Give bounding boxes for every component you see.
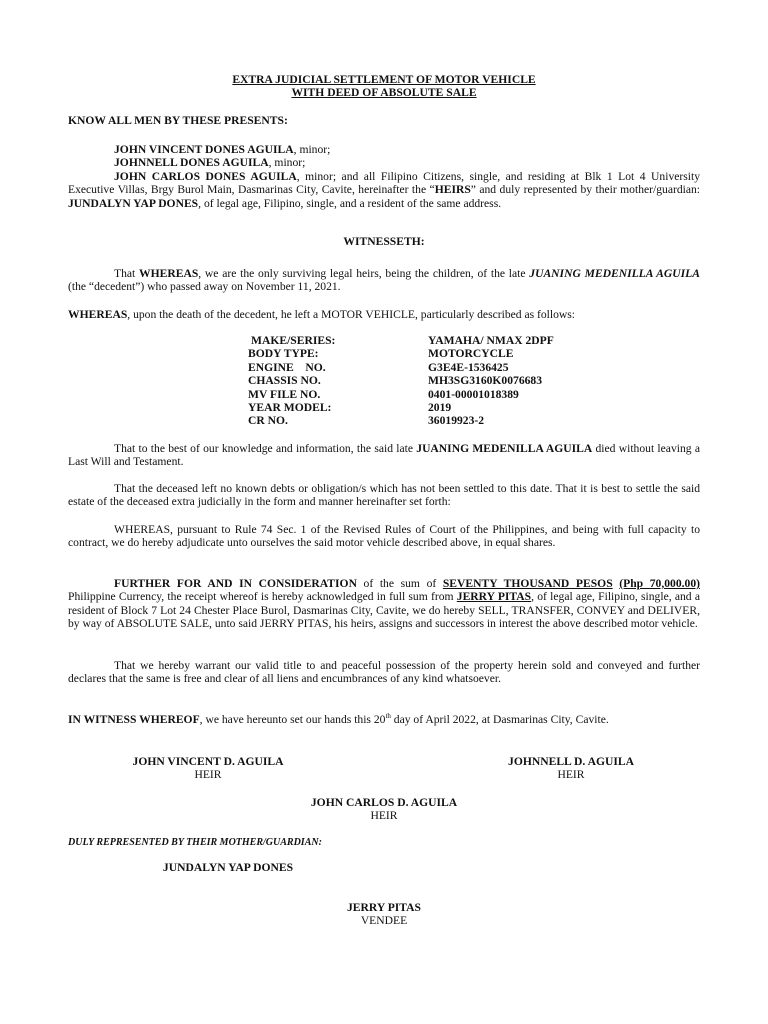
heirs-section [68,143,700,210]
spec-key: ENGINE NO. [248,360,326,374]
document-page [68,0,700,1024]
amount-number: (Php 70,000.00) [619,577,700,590]
spec-value: MOTORCYCLE [428,347,514,361]
heir-1-name: JOHN VINCENT DONES AGUILA [114,143,294,156]
paragraph-adjudication: WHEREAS, pursuant to Rule 74 Sec. 1 of the Revised Rules of Court of the Philippines, and being with full capacity to contract, we do hereby adjudicate unto ourselves the said motor vehicle described above, in equal shares. [68,523,700,550]
spec-row [248,374,554,387]
spec-key: BODY TYPE: [248,347,319,361]
heir-3: JOHN CARLOS DONES AGUILA, minor; and all Filipino Citizens, single, and residing at Blk 1 Lot 4 University Executive Villas, Brgy Burol Main, Dasmarinas City, Cavite, hereinafter the “HEIRS” and duly represented by their mother/guardian: JUNDALYN YAP DONES, of legal age, Filipino, single, and a resident of the same address. [68,169,701,210]
represented-by-label: DULY REPRESENTED BY THEIR MOTHER/GUARDIAN: [68,837,322,848]
spec-key: MV FILE NO. [248,387,321,401]
paragraph-witness: IN WITNESS WHEREOF, we have hereunto set our hands this 20th day of April 2022, at Dasmarinas City, Cavite. [68,712,609,726]
paragraph-no-will: That to the best of our knowledge and information, the said late JUANING MEDENILLA AGUILA died without leaving a Last Will and Testament. [68,442,700,469]
paragraph-sale: FURTHER FOR AND IN CONSIDERATION of the sum of SEVENTY THOUSAND PESOS (Php 70,000.00) Philippine Currency, the receipt whereof is hereby acknowledged in full sum from JERRY PITAS, of legal age, Filipino, single, and a resident of Block 7 Lot 24 Chester Place Burol, Dasmarinas City, Cavite, we do hereby SELL, TRANSFER, CONVEY and DELIVER, by way of ABSOLUTE SALE, unto said JERRY PITAS, his heirs, assigns and successors in interest the above described motor vehicle. [68,577,700,631]
heir-1: JOHN VINCENT DONES AGUILA, minor; [114,143,331,156]
spec-key: CHASSIS NO. [248,374,321,388]
decedent-name: JUANING MEDENILLA AGUILA [529,267,700,280]
spec-row [248,347,554,360]
spec-value: MH3SG3160K0076683 [428,374,543,388]
spec-row [248,361,554,374]
spec-value: 0401-00001018389 [428,387,519,401]
amount-words: SEVENTY THOUSAND PESOS [442,577,613,590]
witnesseth-heading: WITNESSETH: [343,235,425,248]
heir-2: JOHNNELL DONES AGUILA, minor; [114,156,306,170]
vehicle-specs [248,334,554,428]
signature-heir-2: JOHNNELL D. AGUILA HEIR [508,755,634,782]
spec-value: YAMAHA/ NMAX 2DPF [428,334,554,347]
paragraph-warranty: That we hereby warrant our valid title to and peaceful possession of the property herein sold and conveyed and further declares that the same is free and clear of all liens and encumbrances of any kind whatsoever. [68,659,700,686]
spec-key: YEAR MODEL: [248,400,332,414]
guardian-name: JUNDALYN YAP DONES [68,196,199,210]
spec-key: CR NO. [248,414,288,428]
signature-vendee: JERRY PITAS VENDEE [347,901,421,928]
document-title [68,73,700,100]
spec-key: MAKE/SERIES: [251,334,336,347]
spec-value: 36019923-2 [428,414,485,428]
buyer-name: JERRY PITAS [456,590,532,604]
heir-2-name: JOHNNELL DONES AGUILA [114,156,269,170]
spec-value: 2019 [428,400,452,414]
signature-heir-3: JOHN CARLOS D. AGUILA HEIR [310,796,458,823]
spec-row [248,401,554,414]
title-line-1: EXTRA JUDICIAL SETTLEMENT OF MOTOR VEHICLE [232,73,536,86]
signature-guardian: JUNDALYN YAP DONES [162,861,294,874]
signature-heir-1: JOHN VINCENT D. AGUILA HEIR [132,755,284,782]
spec-value: G3E4E-1536425 [428,360,509,374]
spec-row [248,414,554,427]
title-line-2: WITH DEED OF ABSOLUTE SALE [291,86,477,100]
paragraph-no-debts: That the deceased left no known debts or obligation/s which has not been settled to this date. That it is best to settle the said estate of the deceased extra judicially in the form and manner hereinafter set forth: [68,482,700,509]
intro-heading: KNOW ALL MEN BY THESE PRESENTS: [68,114,288,127]
heir-3-name: JOHN CARLOS DONES AGUILA [114,169,297,183]
paragraph-heirs: That WHEREAS, we are the only surviving legal heirs, being the children, of the late JUANING MEDENILLA AGUILA (the “decedent”) who passed away on November 11, 2021. [68,267,700,294]
spec-row [248,334,554,347]
spec-row [248,388,554,401]
heirs-term: HEIRS [434,183,471,197]
paragraph-vehicle: WHEREAS, upon the death of the decedent, he left a MOTOR VEHICLE, particularly described as follows: [68,308,576,321]
